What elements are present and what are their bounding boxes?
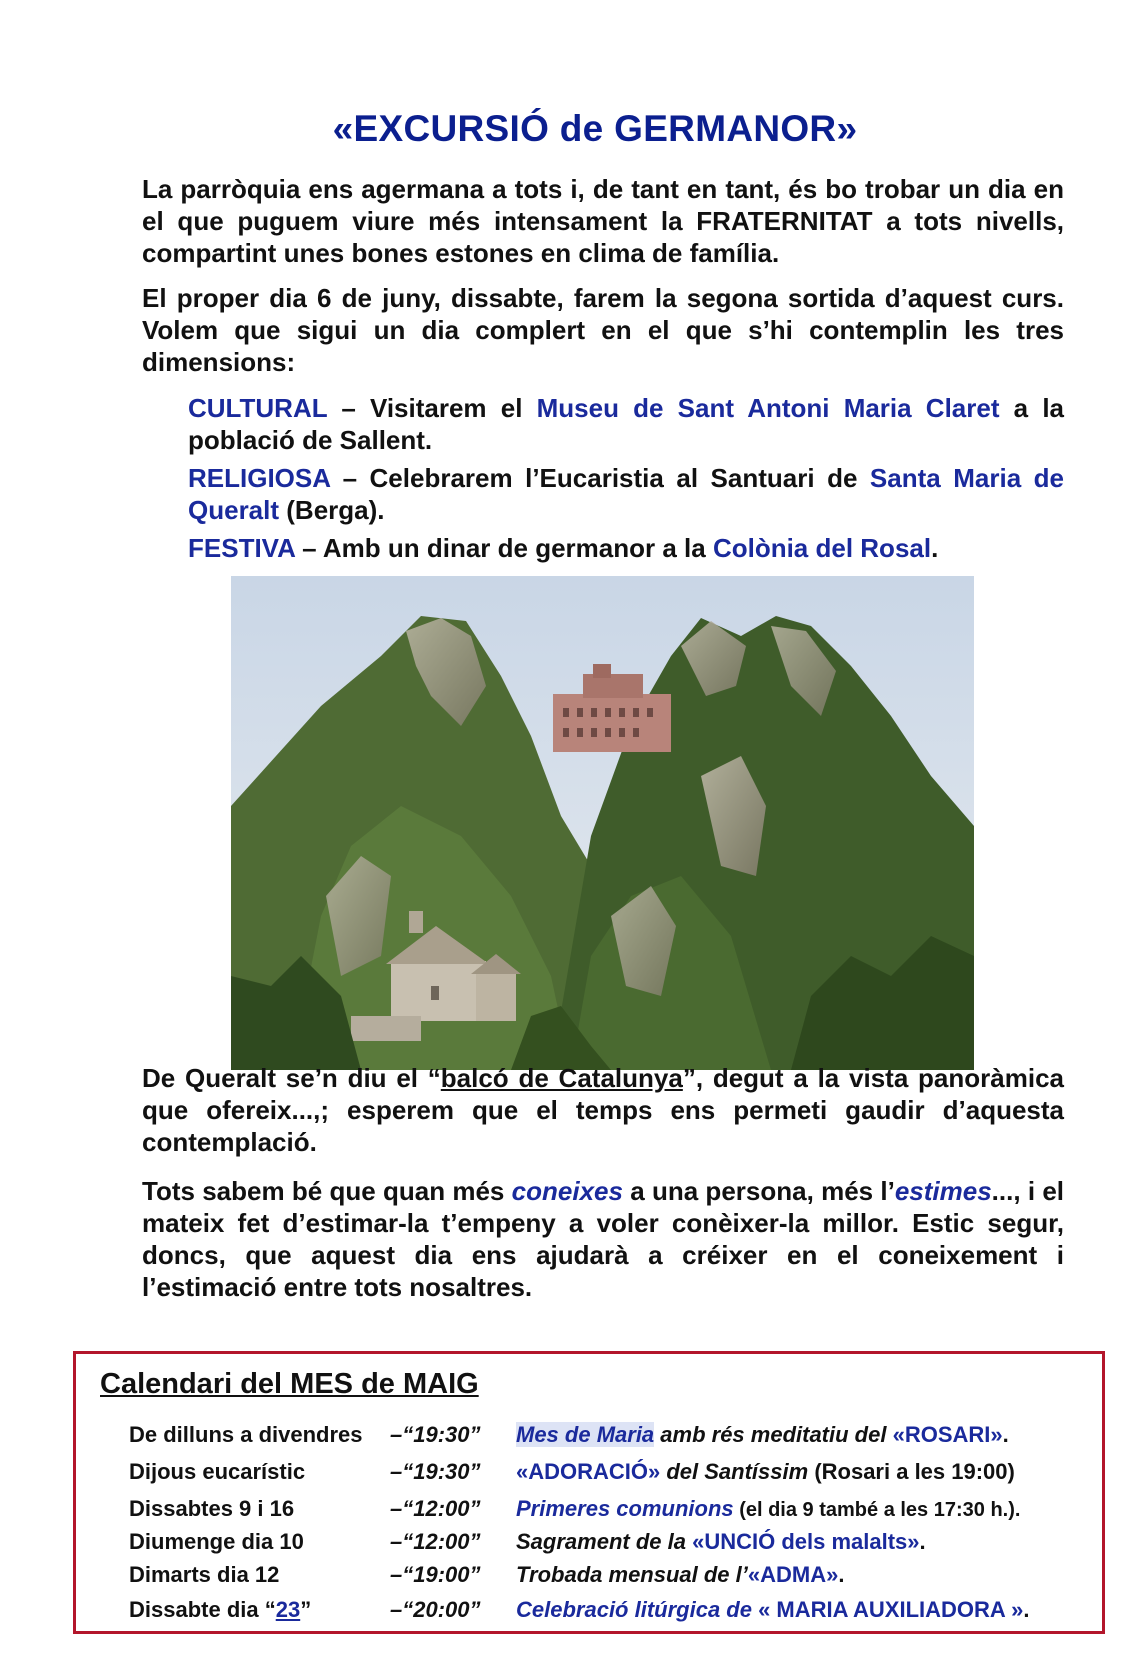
desc-part: (Rosari a les 19:00) [814, 1459, 1015, 1484]
calendar-row-desc [516, 1492, 1020, 1527]
closing-text-a: Tots sabem bé que quan més [142, 1176, 512, 1206]
festiva-text-a: – Amb un dinar de germanor a la [294, 533, 713, 563]
calendar-row-desc [516, 1593, 1029, 1627]
mountain-sanctuary-photo [231, 576, 974, 1070]
when-part: ” [300, 1597, 312, 1622]
intro-paragraph: La parròquia ens agermana a tots i, de tant en tant, és bo trobar un dia en el que puguem viure més intensament la FRATERNITAT a tots nivells, compartint unes bones estones en clima de família. [142, 174, 1064, 268]
calendar-row [76, 1593, 1108, 1627]
calendar-row-desc [516, 1525, 926, 1559]
queralt-landscape [231, 576, 974, 1070]
balco-text-b: ”, degut a la vista panoràmica que ofereix...,; esperem que el temps ens permeti gaudir d’aquesta contemplació. [142, 1063, 1064, 1157]
calendar-row-time: –“19:30” [390, 1422, 481, 1447]
desc-part: amb rés meditatiu del [654, 1422, 893, 1447]
desc-part: Sagrament de la [516, 1529, 693, 1554]
calendar-row-time: –“19:00” [390, 1562, 481, 1587]
festiva-text-b: . [931, 533, 939, 563]
religiosa-label: RELIGIOSA [188, 463, 331, 493]
desc-part: del Santíssim [660, 1459, 815, 1484]
calendar-row-when: Dijous eucarístic [129, 1459, 306, 1484]
balco-link[interactable]: balcó de Catalunya [440, 1063, 683, 1093]
calendar-row-desc [516, 1418, 1009, 1452]
desc-part: «ROSARI» [892, 1422, 1003, 1447]
balco-paragraph [142, 1062, 1064, 1158]
balco-text-a: De Queralt se’n diu el “ [142, 1063, 441, 1093]
calendar-title: Calendari del MES de MAIG [100, 1368, 479, 1400]
calendar-row [76, 1418, 1108, 1452]
closing-text-b: a una persona, més l’ [622, 1176, 895, 1206]
desc-part: Mes de Maria [516, 1422, 655, 1447]
cultural-place: Museu de Sant Antoni Maria Claret [536, 393, 1000, 423]
when-part: Dissabte dia “ [129, 1597, 276, 1622]
desc-part: . [919, 1529, 926, 1554]
cultural-text-b: a la població de Sallent. [188, 393, 1065, 455]
closing-word-coneixes: coneixes [511, 1176, 623, 1206]
calendar-row-time: –“20:00” [390, 1597, 481, 1622]
calendar-row-time: –“12:00” [390, 1529, 481, 1554]
religiosa-place: Santa Maria de Queralt [188, 463, 1064, 525]
festiva-label: FESTIVA [188, 533, 295, 563]
calendar-row-desc [516, 1455, 1015, 1489]
dimension-religiosa [188, 462, 1064, 526]
desc-part: . [838, 1562, 845, 1587]
desc-part: (el dia 9 també a les 17:30 h.). [733, 1499, 1021, 1521]
calendar-row [76, 1455, 1108, 1489]
religiosa-text-b: (Berga). [279, 495, 385, 525]
desc-part: . [1002, 1422, 1009, 1447]
calendar-row [76, 1492, 1108, 1526]
calendar-row [76, 1525, 1108, 1559]
date-link[interactable]: 23 [275, 1597, 301, 1622]
calendar-row [76, 1558, 1108, 1592]
calendar-row-time: –“19:30” [390, 1459, 481, 1484]
plan-paragraph: El proper dia 6 de juny, dissabte, farem la segona sortida d’aquest curs. Volem que sigui un dia complert en el que s’hi contemplin les tres dimensions: [142, 283, 1064, 377]
desc-part: «UNCIÓ dels malalts» [692, 1529, 920, 1554]
calendar-row-when [129, 1593, 311, 1627]
festiva-place: Colònia del Rosal [712, 533, 932, 563]
calendar-row-desc [516, 1558, 844, 1592]
calendar-row-when: De dilluns a divendres [129, 1422, 363, 1447]
cultural-text-a: – Visitarem el [327, 393, 537, 423]
calendar-row-when: Diumenge dia 10 [129, 1529, 304, 1554]
cultural-label: CULTURAL [188, 393, 328, 423]
desc-part: «ADMA» [747, 1562, 839, 1587]
closing-text-c: ..., i el mateix fet d’estimar-la t’empeny a voler conèixer-la millor. Estic segur, doncs, que aquest dia ens ajudarà a créixer en el coneixement i l’estimació entre tots nosaltres. [142, 1176, 1065, 1302]
calendar-row-when: Dissabtes 9 i 16 [129, 1496, 295, 1521]
dimension-cultural [188, 392, 1064, 456]
calendar-box [73, 1351, 1105, 1634]
desc-part: Celebració litúrgica de [516, 1597, 759, 1622]
page-title: «EXCURSIÓ de GERMANOR» [332, 108, 858, 149]
calendar-row-when: Dimarts dia 12 [129, 1562, 280, 1587]
dimension-festiva [188, 532, 1064, 564]
religiosa-text-a: – Celebrarem l’Eucaristia al Santuari de [330, 463, 870, 493]
closing-word-estimes: estimes [894, 1176, 992, 1206]
desc-part: «ADORACIÓ» [516, 1459, 661, 1484]
calendar-row-time: –“12:00” [390, 1496, 481, 1521]
desc-part: « MARIA AUXILIADORA » [758, 1597, 1024, 1622]
desc-part: Trobada mensual de l’ [516, 1562, 748, 1587]
desc-part: Primeres comunions [516, 1496, 734, 1521]
closing-paragraph [142, 1175, 1064, 1303]
desc-part: . [1023, 1597, 1030, 1622]
